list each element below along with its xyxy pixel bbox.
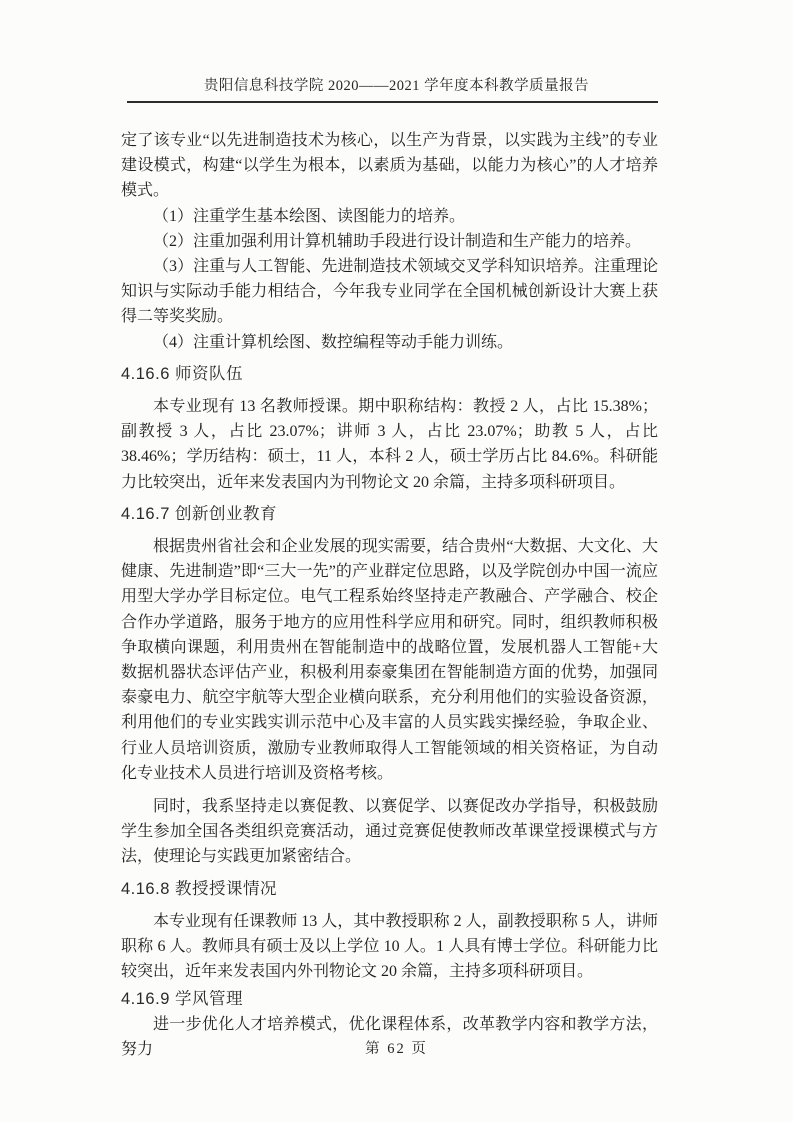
- page-header-title: 贵阳信息科技学院 2020——2021 学年度本科教学质量报告: [203, 78, 590, 94]
- body-paragraph: 同时，我系坚持走以赛促教、以赛促学、以赛促改办学指导，积极鼓励学生参加全国各类组织竞赛活动，通过竞赛促使教师改革课堂授课模式与方法，使理论与实践更加紧密结合。: [121, 798, 658, 866]
- numbered-item-3: （3）注重与人工智能、先进制造技术领域交叉学科知识培养。注重理论知识与实际动手能力相结合，今年我专业同学在全国机械创新设计大赛上获得二等奖奖励。: [121, 258, 658, 326]
- numbered-item-1: （1）注重学生基本绘图、读图能力的培养。: [153, 207, 466, 225]
- section-heading-study-style: 4.16.9 学风管理: [121, 989, 243, 1008]
- header-rule: [127, 101, 658, 103]
- body-paragraph: 本专业现有 13 名教师授课。期中职称结构：教授 2 人，占比 15.38%；副教授 3 人，占比 23.07%；讲师 3 人，占比 23.07%；助教 5 人，占比 38.46%；学历结构：硕士，11 人，本科 2 人，硕士学历占比 84.6%。科研能力比较突出，近年来发表国内为刊物论文 20 余篇，主持多项科研项目。: [121, 398, 658, 491]
- numbered-item-4: （4）注重计算机绘图、数控编程等动手能力训练。: [153, 333, 514, 351]
- body-paragraph: 根据贵州省社会和企业发展的现实需要，结合贵州“大数据、大文化、大健康、先进制造”即“三大一先”的产业群定位思路，以及学院创办中国一流应用型大学办学目标定位。电气工程系始终坚持走产教融合、产学融合、校企合作办学道路，服务于地方的应用性科学应用和研究。同时，组织教师积极争取横向课题，利用贵州在智能制造中的战略位置，发展机器人工智能+大数据机器状态评估产业，积极利用泰豪集团在智能制造方面的优势，加强同泰豪电力、航空宇航等大型企业横向联系，充分利用他们的实验设备资源，利用他们的专业实践实训示范中心及丰富的人员实践实操经验，争取企业、行业人员培训资质，激励专业教师取得人工智能领域的相关资格证，为自动化专业技术人员进行培训及资格考核。: [121, 538, 658, 782]
- body-paragraph: 进一步优化人才培养模式，优化课程体系，改革教学内容和教学方法，努力: [121, 1015, 658, 1058]
- document-content: [121, 128, 658, 1062]
- paragraph-continuation: 定了该专业“以先进制造技术为核心，以生产为背景，以实践为主线”的专业建设模式，构建“以学生为根本，以素质为基础，以能力为核心”的人才培养模式。: [121, 132, 658, 200]
- page-number: 第 62 页: [365, 1041, 428, 1057]
- section-heading-professor-teaching: 4.16.8 教授授课情况: [121, 879, 277, 898]
- page-header: [0, 74, 793, 95]
- numbered-item-2: （2）注重加强利用计算机辅助手段进行设计制造和生产能力的培养。: [153, 232, 642, 250]
- section-heading-innovation-education: 4.16.7 创新创业教育: [121, 504, 277, 523]
- body-paragraph: 本专业现有任课教师 13 人，其中教授职称 2 人，副教授职称 5 人，讲师职称 6 人。教师具有硕士及以上学位 10 人。1 人具有博士学位。科研能力比较突出，近年来发表国内外刊物论文 20 余篇，主持多项科研项目。: [121, 912, 658, 981]
- section-heading-faculty: 4.16.6 师资队伍: [121, 364, 243, 383]
- page-footer: [0, 1037, 793, 1058]
